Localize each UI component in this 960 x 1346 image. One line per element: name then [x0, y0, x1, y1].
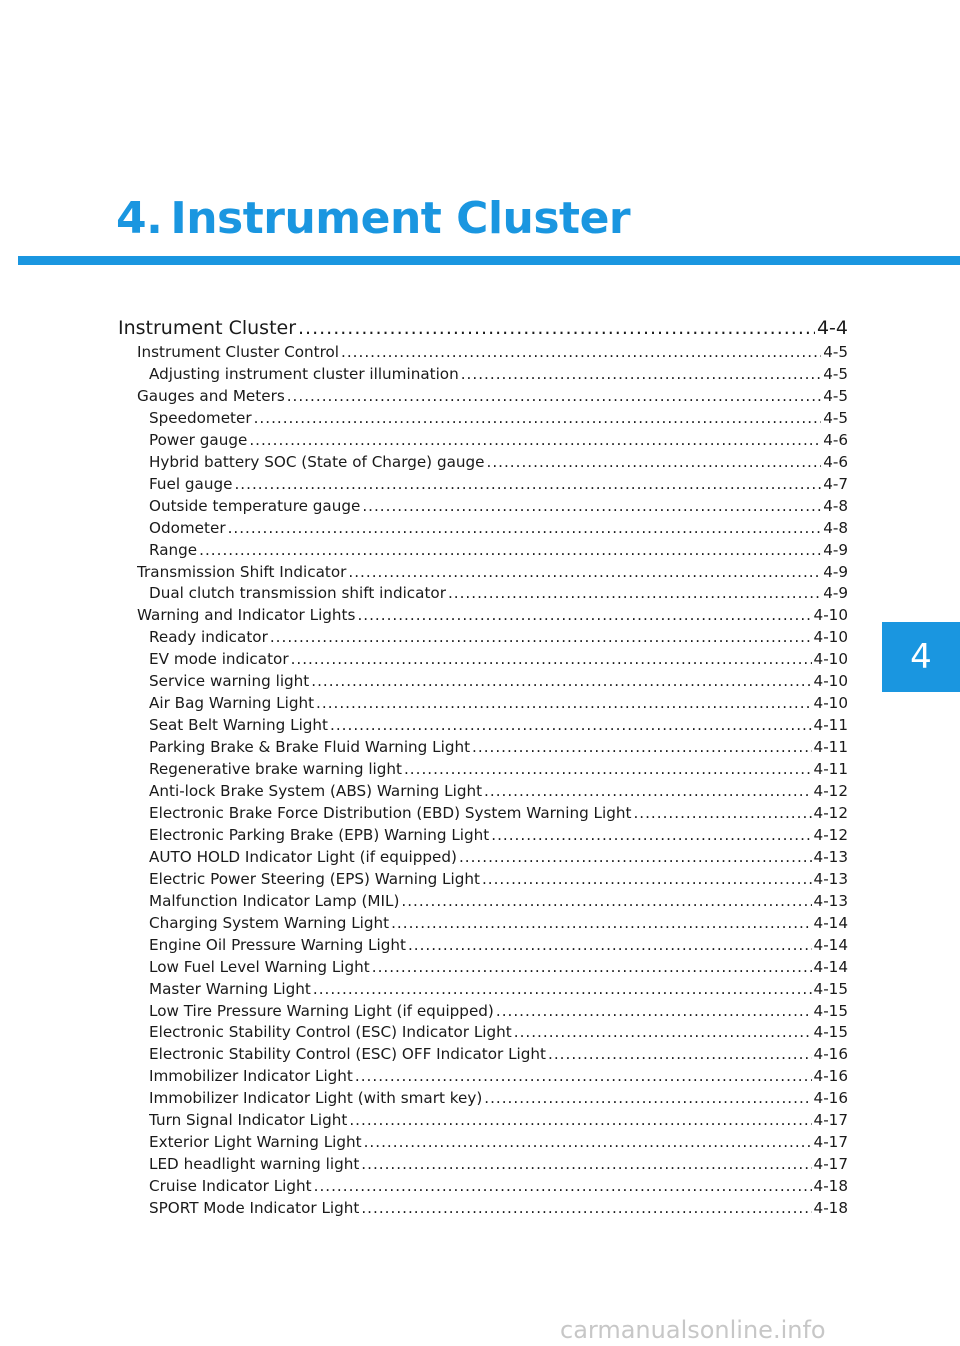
dot-leader: [496, 1001, 812, 1021]
toc-entry-page: 4-15: [813, 979, 848, 998]
dot-leader: [341, 342, 821, 362]
dot-leader: [330, 715, 812, 735]
toc-entry-page: 4-17: [813, 1111, 848, 1130]
toc-entry[interactable]: [149, 474, 848, 496]
toc-entry[interactable]: [149, 869, 848, 891]
heading-divider: [18, 256, 960, 265]
toc-entry[interactable]: [137, 562, 848, 584]
toc-entry-title: Ready indicator: [149, 628, 268, 647]
toc-entry-page: 4-16: [813, 1067, 848, 1086]
toc-entry-page: 4-9: [823, 562, 848, 581]
toc-entry[interactable]: [149, 496, 848, 518]
toc-entry-title: Instrument Cluster: [118, 317, 297, 339]
toc-entry[interactable]: [149, 803, 848, 825]
toc-entry-page: 4-10: [813, 628, 848, 647]
dot-leader: [270, 627, 812, 647]
toc-entry-title: Outside temperature gauge: [149, 496, 361, 515]
toc-entry-title: Odometer: [149, 518, 226, 537]
dot-leader: [633, 803, 811, 823]
toc-entry-page: 4-16: [813, 1045, 848, 1064]
toc-entry-page: 4-16: [813, 1089, 848, 1108]
dot-leader: [391, 913, 811, 933]
dot-leader: [254, 408, 822, 428]
toc-entry-title: Master Warning Light: [149, 979, 311, 998]
toc-entry-page: 4-5: [823, 364, 848, 383]
dot-leader: [404, 759, 812, 779]
dot-leader: [361, 1154, 811, 1174]
toc-entry-title: Exterior Light Warning Light: [149, 1133, 362, 1152]
toc-entry-title: Immobilizer Indicator Light: [149, 1067, 353, 1086]
toc-entry-page: 4-14: [813, 957, 848, 976]
toc-entry[interactable]: [137, 605, 848, 627]
toc-entry-title: Anti-lock Brake System (ABS) Warning Light: [149, 782, 483, 800]
toc-entry-title: Engine Oil Pressure Warning Light: [149, 935, 406, 954]
toc-entry-page: 4-8: [823, 496, 848, 515]
toc-entry-page: 4-5: [823, 386, 848, 405]
dot-leader: [349, 1110, 811, 1130]
toc-entry[interactable]: [149, 364, 848, 386]
dot-leader: [316, 693, 811, 713]
chapter-heading: [116, 188, 630, 248]
toc-entry[interactable]: [149, 957, 848, 979]
toc-entry[interactable]: [149, 693, 848, 715]
toc-entry-page: 4-10: [813, 672, 848, 691]
toc-entry-page: 4-12: [813, 803, 848, 822]
toc-entry-title: Electronic Parking Brake (EPB) Warning Light: [149, 825, 490, 844]
toc-entry[interactable]: [118, 316, 848, 342]
dot-leader: [348, 562, 821, 582]
toc-entry[interactable]: [137, 342, 848, 364]
chapter-tab[interactable]: 4: [882, 622, 960, 692]
toc-entry-page: 4-4: [816, 317, 848, 339]
toc-entry[interactable]: [149, 649, 848, 671]
toc-entry-title: Air Bag Warning Light: [149, 694, 315, 713]
dot-leader: [482, 869, 812, 889]
toc-entry[interactable]: [149, 737, 848, 759]
toc-entry-page: 4-15: [813, 1023, 848, 1042]
toc-entry[interactable]: [149, 1132, 848, 1154]
toc-entry[interactable]: [149, 583, 848, 605]
toc-entry[interactable]: [149, 1044, 848, 1066]
toc-entry[interactable]: [149, 913, 848, 935]
toc-entry-title: Gauges and Meters: [137, 386, 285, 405]
toc-entry-page: 4-12: [813, 782, 848, 800]
toc-entry-page: 4-10: [813, 650, 848, 669]
dot-leader: [249, 430, 821, 450]
toc-entry-page: 4-11: [813, 738, 848, 757]
toc-entry-page: 4-5: [823, 408, 848, 427]
toc-entry-title: Transmission Shift Indicator: [137, 562, 347, 581]
dot-leader: [459, 847, 812, 867]
toc-entry-title: LED headlight warning light: [149, 1155, 360, 1174]
dot-leader: [314, 1176, 812, 1196]
toc-entry[interactable]: [149, 715, 848, 737]
toc-entry-title: AUTO HOLD Indicator Light (if equipped): [149, 847, 457, 866]
dot-leader: [408, 935, 812, 955]
toc-entry-title: Cruise Indicator Light: [149, 1177, 312, 1196]
toc-entry[interactable]: [149, 627, 848, 649]
chapter-number: 4.: [116, 192, 163, 244]
toc-entry-page: 4-8: [823, 518, 848, 537]
toc-entry-page: 4-18: [813, 1199, 848, 1218]
toc-entry-page: 4-10: [813, 694, 848, 713]
dot-leader: [514, 1022, 812, 1042]
dot-leader: [372, 957, 812, 977]
toc-entry[interactable]: [149, 1154, 848, 1176]
dot-leader: [484, 1088, 811, 1108]
toc-entry[interactable]: [149, 1022, 848, 1044]
toc-entry-title: Electronic Stability Control (ESC) Indicator Light: [149, 1023, 512, 1042]
toc-entry-title: Electronic Brake Force Distribution (EBD) System Warning Light: [149, 803, 632, 822]
toc-entry-title: Low Fuel Level Warning Light: [149, 957, 370, 976]
dot-leader: [448, 583, 821, 603]
dot-leader: [487, 452, 822, 472]
dot-leader: [291, 649, 812, 669]
toc-entry-title: Immobilizer Indicator Light (with smart key): [149, 1089, 483, 1108]
dot-leader: [491, 825, 811, 845]
toc-entry-page: 4-11: [813, 760, 848, 779]
toc-entry[interactable]: [149, 430, 848, 452]
toc-entry-page: 4-14: [813, 913, 848, 932]
toc-entry-title: Electronic Stability Control (ESC) OFF Indicator Light: [149, 1045, 547, 1064]
toc-entry[interactable]: [149, 1066, 848, 1088]
toc-entry[interactable]: [149, 540, 848, 562]
toc-entry-page: 4-5: [823, 343, 848, 361]
toc-entry-page: 4-7: [823, 474, 848, 493]
dot-leader: [234, 474, 821, 494]
toc-entry-title: Adjusting instrument cluster illumination: [149, 364, 459, 383]
toc-entry[interactable]: [149, 1176, 848, 1198]
toc-entry-page: 4-13: [813, 869, 848, 888]
toc-entry[interactable]: [149, 1088, 848, 1110]
toc-entry[interactable]: [149, 408, 848, 430]
toc-entry[interactable]: [149, 979, 848, 1001]
chapter-title: Instrument Cluster: [170, 192, 631, 244]
dot-leader: [313, 979, 812, 999]
toc-entry[interactable]: [149, 781, 848, 803]
dot-leader: [401, 891, 811, 911]
toc-entry-title: Malfunction Indicator Lamp (MIL): [149, 891, 400, 910]
toc-entry-title: Seat Belt Warning Light: [149, 716, 329, 735]
toc-entry-title: EV mode indicator: [149, 650, 289, 669]
dot-leader: [361, 1198, 811, 1218]
toc-entry-title: Power gauge: [149, 430, 248, 449]
dot-leader: [548, 1044, 812, 1064]
toc-entry-title: Parking Brake & Brake Fluid Warning Light: [149, 738, 471, 757]
toc-entry[interactable]: [149, 452, 848, 474]
toc-entry-title: Instrument Cluster Control: [137, 343, 340, 361]
toc-entry-page: 4-17: [813, 1133, 848, 1152]
watermark: carmanualsonline.info: [560, 1316, 826, 1344]
toc-entry-page: 4-17: [813, 1155, 848, 1174]
toc-entry-title: Regenerative brake warning light: [149, 760, 402, 779]
toc-entry[interactable]: [149, 847, 848, 869]
toc-entry-title: Turn Signal Indicator Light: [149, 1111, 348, 1130]
toc-entry-title: Fuel gauge: [149, 474, 233, 493]
toc-entry-page: 4-6: [823, 452, 848, 471]
toc-entry[interactable]: [149, 825, 848, 847]
dot-leader: [228, 518, 822, 538]
toc-entry-title: Hybrid battery SOC (State of Charge) gauge: [149, 452, 485, 471]
dot-leader: [484, 781, 811, 801]
toc-entry-page: 4-18: [813, 1177, 848, 1196]
dot-leader: [287, 386, 821, 406]
dot-leader: [199, 540, 821, 560]
toc-entry-title: Range: [149, 540, 198, 559]
toc-entry-title: Low Tire Pressure Warning Light (if equipped): [149, 1001, 494, 1020]
toc-entry[interactable]: [149, 671, 848, 693]
toc-entry[interactable]: [149, 1198, 848, 1220]
toc-entry[interactable]: [149, 1001, 848, 1023]
toc-entry-page: 4-11: [813, 716, 848, 735]
toc-entry-title: Speedometer: [149, 408, 252, 427]
dot-leader: [472, 737, 811, 757]
toc-entry-page: 4-14: [813, 935, 848, 954]
toc-entry[interactable]: [149, 935, 848, 957]
toc-entry-page: 4-9: [823, 584, 848, 603]
dot-leader: [364, 1132, 812, 1152]
toc-entry-title: Service warning light: [149, 672, 310, 691]
toc-entry-title: Dual clutch transmission shift indicator: [149, 584, 446, 603]
dot-leader: [298, 316, 815, 340]
toc-entry[interactable]: [137, 386, 848, 408]
toc-entry-title: Electric Power Steering (EPS) Warning Light: [149, 869, 480, 888]
dot-leader: [461, 364, 821, 384]
toc-entry-page: 4-9: [823, 540, 848, 559]
toc-entry[interactable]: [149, 891, 848, 913]
dot-leader: [357, 605, 811, 625]
toc-entry-page: 4-15: [813, 1001, 848, 1020]
toc-entry-page: 4-10: [813, 606, 848, 625]
dot-leader: [355, 1066, 812, 1086]
toc-entry-page: 4-6: [823, 430, 848, 449]
toc-entry[interactable]: [149, 518, 848, 540]
toc-entry-title: Warning and Indicator Lights: [137, 606, 356, 625]
toc-entry-title: SPORT Mode Indicator Light: [149, 1199, 360, 1218]
toc-entry-page: 4-13: [813, 891, 848, 910]
toc-entry-title: Charging System Warning Light: [149, 913, 390, 932]
toc-entry[interactable]: [149, 1110, 848, 1132]
toc-entry[interactable]: [149, 759, 848, 781]
toc-entry-page: 4-13: [813, 847, 848, 866]
dot-leader: [311, 671, 811, 691]
toc-entry-page: 4-12: [813, 825, 848, 844]
dot-leader: [362, 496, 821, 516]
